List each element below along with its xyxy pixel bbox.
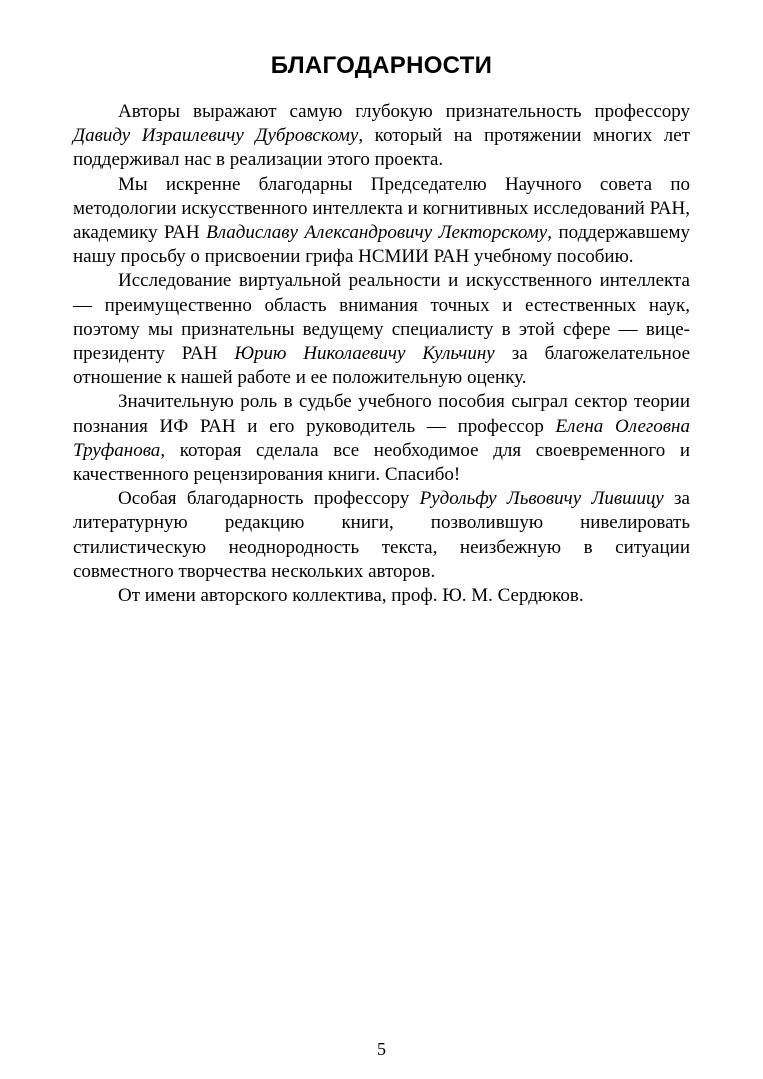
person-name: Владиславу Александровичу Лекторскому bbox=[206, 222, 548, 244]
paragraph-lektorsky bbox=[73, 173, 690, 270]
paragraph-text: Авторы выражают самую глубокую признательность профессору bbox=[118, 101, 690, 122]
paragraph-text: Особая благодарность профессору bbox=[118, 488, 420, 510]
paragraph-text: Исследование виртуальной реальности и искусственного интеллекта — преимущественно область внимания точных и естественных наук, поэтому мы признательны ведущему специалисту в этой сфере — вице-президенту РАН bbox=[73, 270, 690, 365]
paragraph-text: , которая сделала все необходимое для своевременного и качественного рецензирования книги. Спасибо! bbox=[73, 439, 690, 486]
paragraph-dubrovsky bbox=[73, 100, 690, 173]
person-name: Юрию Николаевичу Кульчину bbox=[234, 343, 495, 365]
page-title: БЛАГОДАРНОСТИ bbox=[270, 52, 493, 79]
paragraph-text: Значительную роль в судьбе учебного пособия сыграл сектор теории познания ИФ РАН и его руководитель — профессор bbox=[73, 391, 690, 437]
signature-line: От имени авторского коллектива, проф. Ю. М. Сердюков. bbox=[118, 585, 584, 607]
person-name: Рудольфу Львовичу Лившицу bbox=[419, 488, 664, 510]
page-number: 5 bbox=[377, 1039, 386, 1059]
paragraph-kulchin bbox=[73, 269, 690, 390]
paragraph-text: Мы искренне благодарны Председателю Научного совета по методологии искусственного интеллекта и когнитивных исследований РАН, академику РАН bbox=[73, 173, 690, 244]
paragraph-livshits bbox=[73, 487, 690, 584]
paragraph-text: за литературную редакцию книги, позволившую нивелировать стилистическую неоднородность текста, неизбежную в ситуации совместного творчества нескольких авторов. bbox=[73, 488, 690, 582]
person-name: Елена Олеговна Труфанова bbox=[73, 415, 690, 461]
paragraph-text: , который на протяжении многих лет поддерживал нас в реализации этого проекта. bbox=[73, 125, 690, 171]
paragraph-text: , поддержавшему нашу просьбу о присвоении грифа НСМИИ РАН учебному пособию. bbox=[73, 222, 690, 268]
page-body bbox=[73, 52, 690, 608]
paragraph-text: за благожелательное отношение к нашей работе и ее положительную оценку. bbox=[73, 343, 690, 389]
paragraph-trufanova bbox=[73, 390, 690, 487]
person-name: Давиду Израилевичу Дубровскому bbox=[73, 125, 359, 147]
